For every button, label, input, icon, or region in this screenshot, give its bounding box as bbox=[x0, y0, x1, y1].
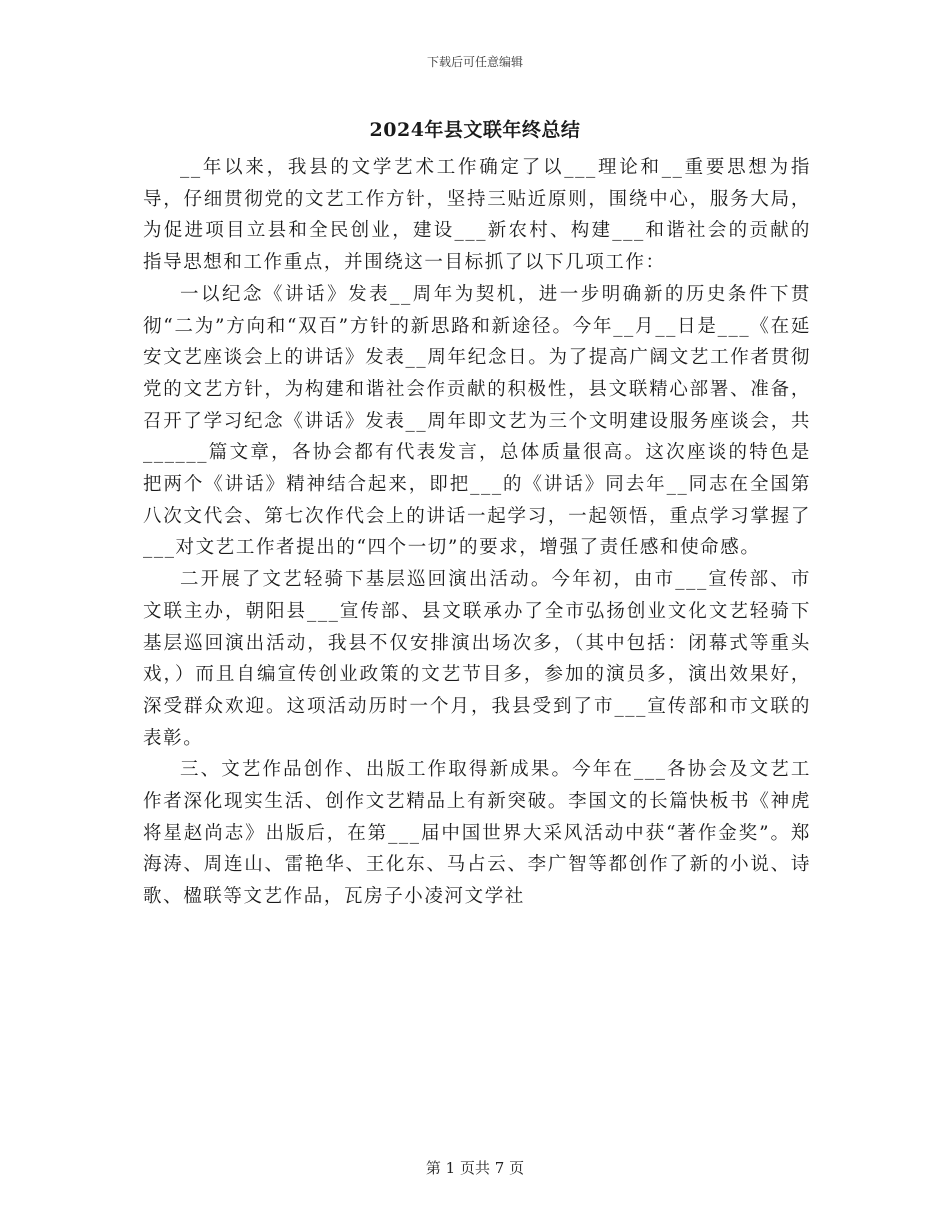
paragraph-intro: __年以来，我县的文学艺术工作确定了以___理论和__重要思想为指导，仔细贯彻党的文艺工作方针，坚持三贴近原则，围绕中心，服务大局，为促进项目立县和全民创业，建设___新农村、构建___和谐社会的贡献的指导思想和工作重点，并围绕这一目标抓了以下几项工作： bbox=[143, 157, 811, 274]
document-title: 2024年县文联年终总结 bbox=[369, 119, 581, 141]
header-note: 下载后可任意编辑 bbox=[426, 55, 523, 69]
paragraph-section-1: 一以纪念《讲话》发表__周年为契机，进一步明确新的历史条件下贯彻“二为”方向和“双百”方针的新思路和新途径。今年__月__日是___《在延安文艺座谈会上的讲话》发表__周年纪念日。为了提高广阔文艺工作者贯彻党的文艺方针，为构建和谐社会作贡献的积极性，县文联精心部署、准备，召开了学习纪念《讲话》发表__周年即文艺为三个文明建设服务座谈会，共______篇文章，各协会都有代表发言，总体质量很高。这次座谈的特色是把两个《讲话》精神结合起来，即把___的《讲话》同去年__同志在全国第八次文代会、第七次作代会上的讲话一起学习，一起领悟，重点学习掌握了___对文艺工作者提出的“四个一切”的要求，增强了责任感和使命感。 bbox=[143, 283, 811, 559]
paragraph-section-3: 三、文艺作品创作、出版工作取得新成果。今年在___各协会及文艺工作者深化现实生活、创作文艺精品上有新突破。李国文的长篇快板书《神虎将星赵尚志》出版后，在第___届中国世界大采风活动中获“著作金奖”。郑海涛、周连山、雷艳华、王化东、马占云、李广智等都创作了新的小说、诗歌、楹联等文艺作品，瓦房子小凌河文学社 bbox=[143, 759, 811, 908]
page-number-footer: 第 1 页共 7 页 bbox=[425, 1159, 525, 1177]
paragraph-section-2: 二开展了文艺轻骑下基层巡回演出活动。今年初，由市___宣传部、市文联主办，朝阳县___宣传部、县文联承办了全市弘扬创业文化文艺轻骑下基层巡回演出活动，我县不仅安排演出场次多，（其中包括：闭幕式等重头戏，）而且自编宣传创业政策的文艺节目多，参加的演员多，演出效果好，深受群众欢迎。这项活动历时一个月，我县受到了市___宣传部和市文联的表彰。 bbox=[143, 569, 811, 749]
document-body bbox=[143, 152, 811, 913]
